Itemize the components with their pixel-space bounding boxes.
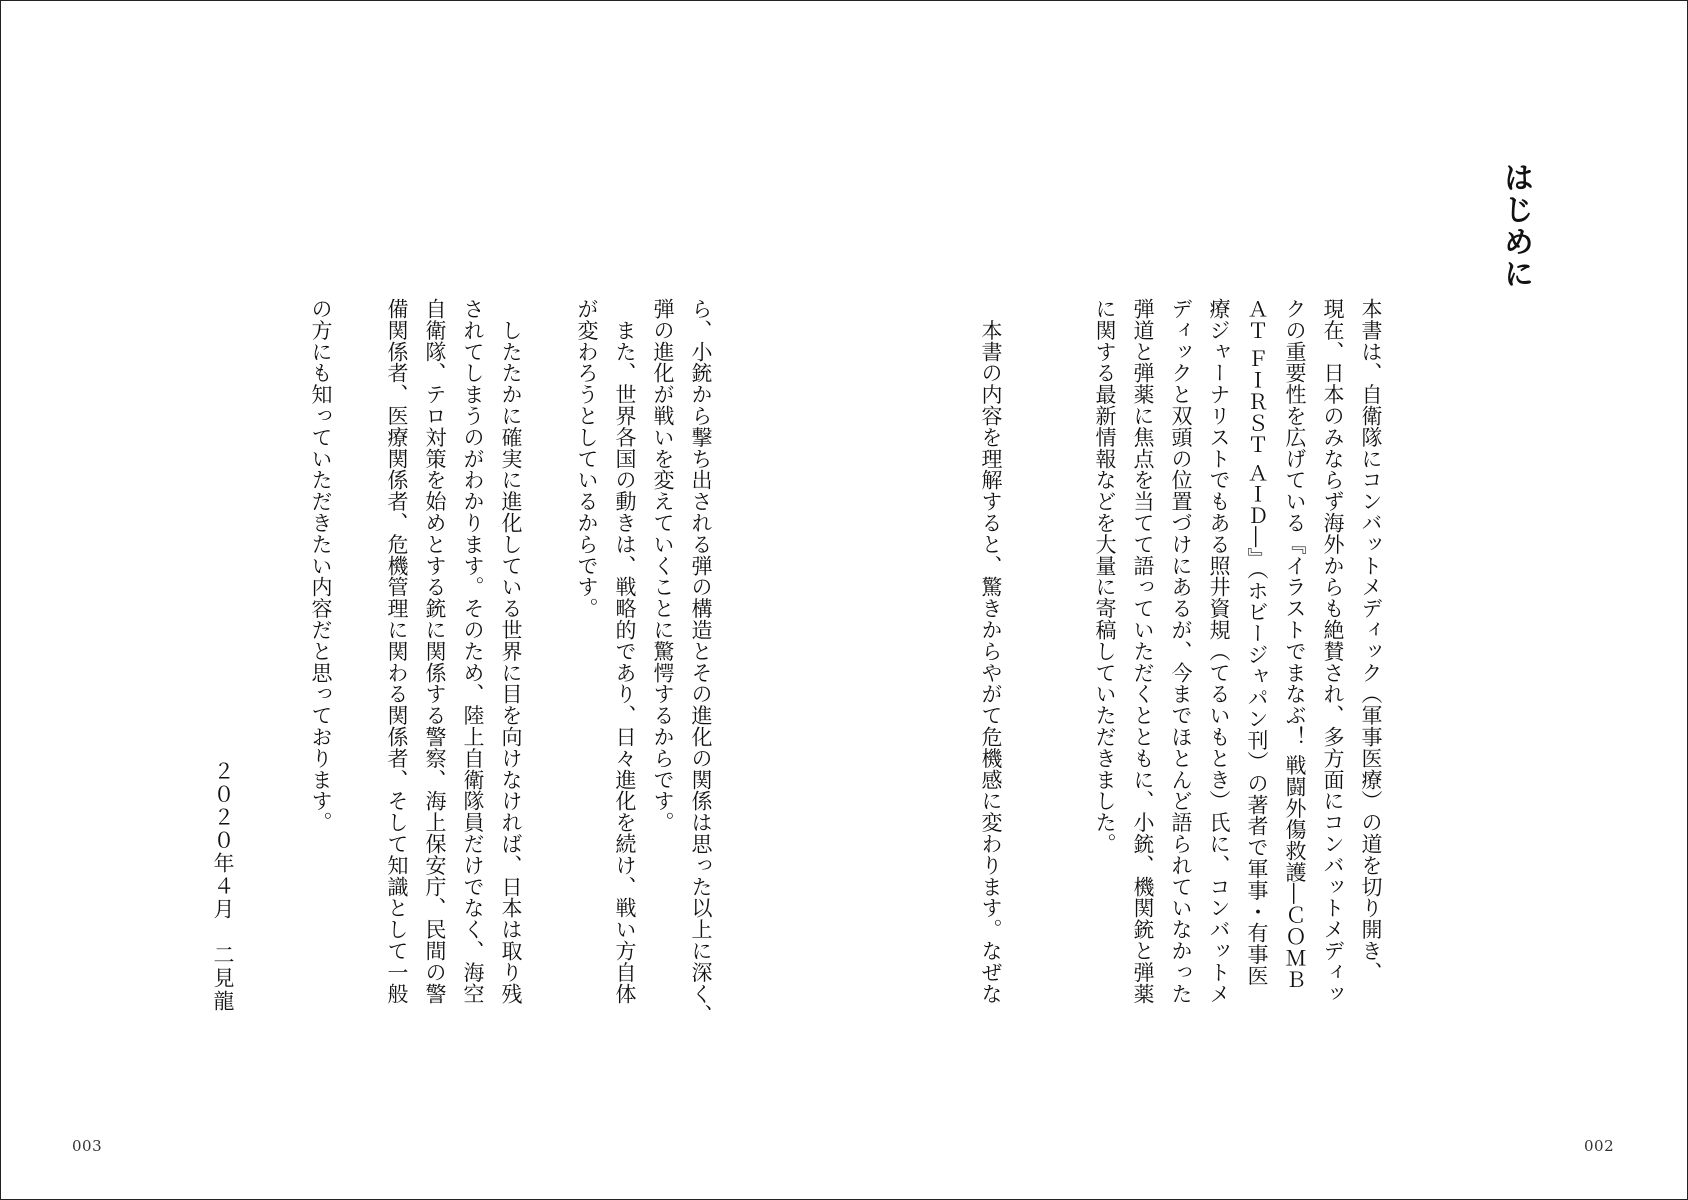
text-line: ＡＴ ＦＩＲＳＴ ＡＩＤ―』（ホビージャパン刊）の著者で軍事・有事医	[1245, 298, 1269, 987]
text-line: また、世界各国の動きは、戦略的であり、日々進化を続け、戦い方自体	[613, 298, 637, 1005]
text-line: 本書は、自衛隊にコンバットメディック（軍事医療）の道を切り開き、	[1359, 298, 1383, 983]
text-line: 弾の進化が戦いを変えていくことに驚愕するからです。	[651, 298, 675, 833]
text-line: 本書の内容を理解すると、驚きからやがて危機感に変わります。なぜな	[979, 298, 1003, 1005]
text-line: されてしまうのがわかります。そのため、陸上自衛隊員だけでなく、海空	[461, 298, 485, 1005]
text-line: ら、小銃から撃ち出される弾の構造とその進化の関係は思った以上に深く、	[689, 298, 713, 1026]
text-line: が変わろうとしているからです。	[575, 298, 599, 619]
text-line: に関する最新情報などを大量に寄稿していただきました。	[1093, 298, 1117, 855]
text-line: 療ジャーナリストでもある照井資規（てるいもとき）氏に、コンバットメ	[1207, 298, 1231, 1005]
text-line: 備関係者、医療関係者、危機管理に関わる関係者、そして知識として一般	[385, 298, 409, 1005]
page-title: はじめに	[1498, 162, 1533, 290]
text-line: したたかに確実に進化している世界に目を向けなければ、日本は取り残	[499, 298, 523, 1005]
text-line: クの重要性を広げている『イラストでまなぶ！ 戦闘外傷救護―ＣＯＭＢ	[1283, 298, 1307, 990]
signature: ２０２０年４月 二見龍	[211, 760, 235, 1013]
text-line: 弾道と弾薬に焦点を当てて語っていただくとともに、小銃、機関銃と弾薬	[1131, 298, 1155, 1005]
text-line: 現在、日本のみならず海外からも絶賛され、多方面にコンバットメディッ	[1321, 298, 1345, 1005]
page-number-left: 003	[72, 1137, 103, 1155]
text-line: の方にも知っていただきたい内容だと思っております。	[309, 298, 333, 833]
text-line: 自衛隊、テロ対策を始めとする銃に関係する警察、海上保安庁、民間の警	[423, 298, 447, 1005]
page-number-right: 002	[1584, 1137, 1615, 1155]
text-line: ディックと双頭の位置づけにあるが、今までほとんど語られていなかった	[1169, 298, 1193, 1005]
body-text	[0, 298, 1688, 1026]
